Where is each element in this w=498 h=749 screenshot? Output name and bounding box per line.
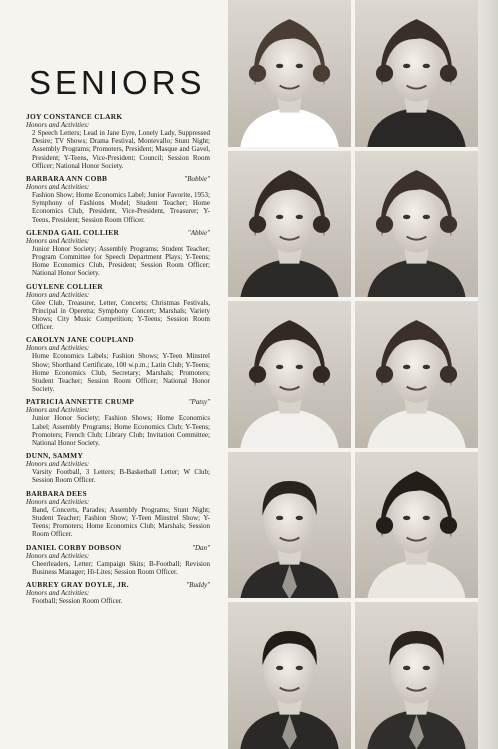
senior-entry — [26, 174, 210, 224]
senior-entry — [26, 282, 210, 332]
portrait-photo — [228, 151, 351, 298]
senior-entry — [26, 451, 210, 484]
portrait-silhouette — [228, 151, 351, 298]
seniors-text-column — [26, 64, 210, 609]
honors-label: Honors and Activities: — [26, 460, 90, 469]
senior-entries-list — [26, 112, 210, 605]
activities-text: 2 Speech Letters; Lead in Jane Eyre, Lonely Lady, Suppressed Desire; TV Shows; Drama Festival, Montevallo; Stunt Night; Assembly Programs; Promoters, President; Masque and Gavel, President; Y-Teens, Vice-President; Council; Session Room Officer; National Honor Society. — [32, 129, 210, 170]
portrait-silhouette — [355, 452, 478, 599]
senior-nickname: "Bobbie" — [184, 175, 210, 184]
senior-entry — [26, 489, 210, 539]
portrait-photo — [228, 301, 351, 448]
portrait-photo — [355, 0, 478, 147]
senior-name-row — [26, 228, 210, 237]
activities-text: Home Economics Labels; Fashion Shows; Y-Teen Minstrel Show; Shorthand Certificate, 100 w.p.m.; Latin Club; Y-Teens; Home Economics Club, Secretary; Marshals; Promoters; Student Teacher; Session Room Officer; National Honor Society. — [32, 352, 210, 394]
senior-name-row — [26, 580, 210, 589]
senior-entry — [26, 543, 210, 576]
senior-entry — [26, 397, 210, 447]
face-shape — [264, 336, 316, 402]
activities-text: Junior Honor Society; Assembly Programs; Student Teacher; Program Committee for Speech Department Plays; Y-Teens; Home Economics Club, President; Session Room Officer; National Honor Society. — [32, 244, 210, 278]
honors-label: Honors and Activities: — [26, 588, 90, 597]
portrait-photo — [228, 452, 351, 599]
activities-text: Fashion Show; Home Economics Label; Junior Favorite, 1953; Symphony of Fashions Model; Student Teacher; Home Economics Club, President, Vice-President, Treasurer; Y-Teens, President; Session Room Officer. — [32, 191, 210, 224]
page-title: SENIORS — [29, 64, 206, 101]
senior-name-row — [26, 543, 210, 552]
senior-name: BARBARA ANN COBB — [26, 174, 108, 184]
portrait-silhouette — [228, 452, 351, 599]
activities-text: Band, Concerts, Parades; Assembly Programs; Stunt Night; Student Teacher; Fashion Show; Y-Teen Minstrel Show; Y-Teens; Promoters; Home Economics Club; Marshals; Session Room Officer. — [32, 505, 210, 539]
honors-label: Honors and Activities: — [26, 551, 90, 560]
portrait-silhouette — [228, 301, 351, 448]
senior-nickname: "Buddy" — [186, 580, 210, 589]
face-shape — [391, 487, 443, 553]
senior-name: CAROLYN JANE COUPLAND — [26, 335, 134, 345]
portrait-silhouette — [228, 0, 351, 147]
honors-label: Honors and Activities: — [26, 121, 90, 129]
senior-name-row — [26, 335, 210, 344]
portrait-photo — [228, 602, 351, 749]
senior-name: AUBREY GRAY DOYLE, JR. — [26, 579, 129, 589]
portrait-silhouette — [355, 301, 478, 448]
senior-name-row — [26, 451, 210, 460]
senior-name: DUNN, SAMMY — [26, 451, 84, 461]
activities-text: Football; Session Room Officer. — [32, 596, 123, 605]
senior-name: GLENDA GAIL COLLIER — [26, 227, 120, 237]
face-shape — [391, 35, 443, 101]
senior-name: JOY CONSTANCE CLARK — [26, 112, 123, 121]
face-shape — [391, 186, 443, 252]
honors-label: Honors and Activities: — [26, 344, 90, 353]
senior-entry — [26, 112, 210, 170]
portrait-photo — [355, 151, 478, 298]
face-shape — [264, 186, 316, 252]
activities-text: Junior Honor Society; Fashion Shows; Home Economics Label; Assembly Programs; Home Economics Club; Y-Teens; Promoters; French Club; Library Club; Invitation Committee; National Honor Society. — [32, 414, 210, 448]
senior-name-row — [26, 489, 210, 498]
senior-name: BARBARA DEES — [26, 488, 87, 498]
portrait-photo — [355, 301, 478, 448]
senior-nickname: "Abbie" — [187, 228, 210, 237]
senior-name: GUYLENE COLLIER — [26, 281, 103, 291]
senior-nickname: "Patsy" — [188, 398, 210, 407]
senior-name: DANIEL CORBY DOBSON — [26, 542, 122, 552]
senior-entry — [26, 228, 210, 278]
portrait-photo — [355, 602, 478, 749]
portrait-silhouette — [355, 0, 478, 147]
senior-name: PATRICIA ANNETTE CRUMP — [26, 397, 135, 407]
page-edge — [478, 0, 498, 749]
honors-label: Honors and Activities: — [26, 290, 90, 299]
honors-label: Honors and Activities: — [26, 236, 90, 245]
portrait-photo — [355, 452, 478, 599]
activities-text: Varsity Football, 3 Letters; B-Basketball Letter; W Club; Session Room Officer. — [32, 468, 210, 485]
honors-label: Honors and Activities: — [26, 406, 90, 415]
senior-name-row — [26, 174, 210, 183]
activities-text: Cheerleaders, Letter; Campaign Skits; B-Football; Revision Business Manager; Hi-Lites; Session Room Officer. — [32, 559, 210, 576]
portrait-grid — [228, 0, 478, 749]
senior-entry — [26, 580, 210, 605]
senior-nickname: "Dan" — [192, 543, 210, 552]
face-shape — [264, 35, 316, 101]
portrait-photo — [228, 0, 351, 147]
senior-entry — [26, 335, 210, 393]
portrait-silhouette — [355, 151, 478, 298]
honors-label: Honors and Activities: — [26, 183, 90, 192]
senior-name-row — [26, 112, 210, 121]
portrait-silhouette — [355, 602, 478, 749]
senior-name-row — [26, 282, 210, 291]
activities-text: Glee Club, Treasurer, Letter, Concerts; Christmas Festivals, Principal in Operetta; Symphony Concert; Marshals; Variety Shows; City Music Competition; Y-Teens; Session Room Officer. — [32, 298, 210, 332]
portrait-silhouette — [228, 602, 351, 749]
senior-name-row — [26, 397, 210, 406]
honors-label: Honors and Activities: — [26, 497, 90, 506]
face-shape — [391, 336, 443, 402]
